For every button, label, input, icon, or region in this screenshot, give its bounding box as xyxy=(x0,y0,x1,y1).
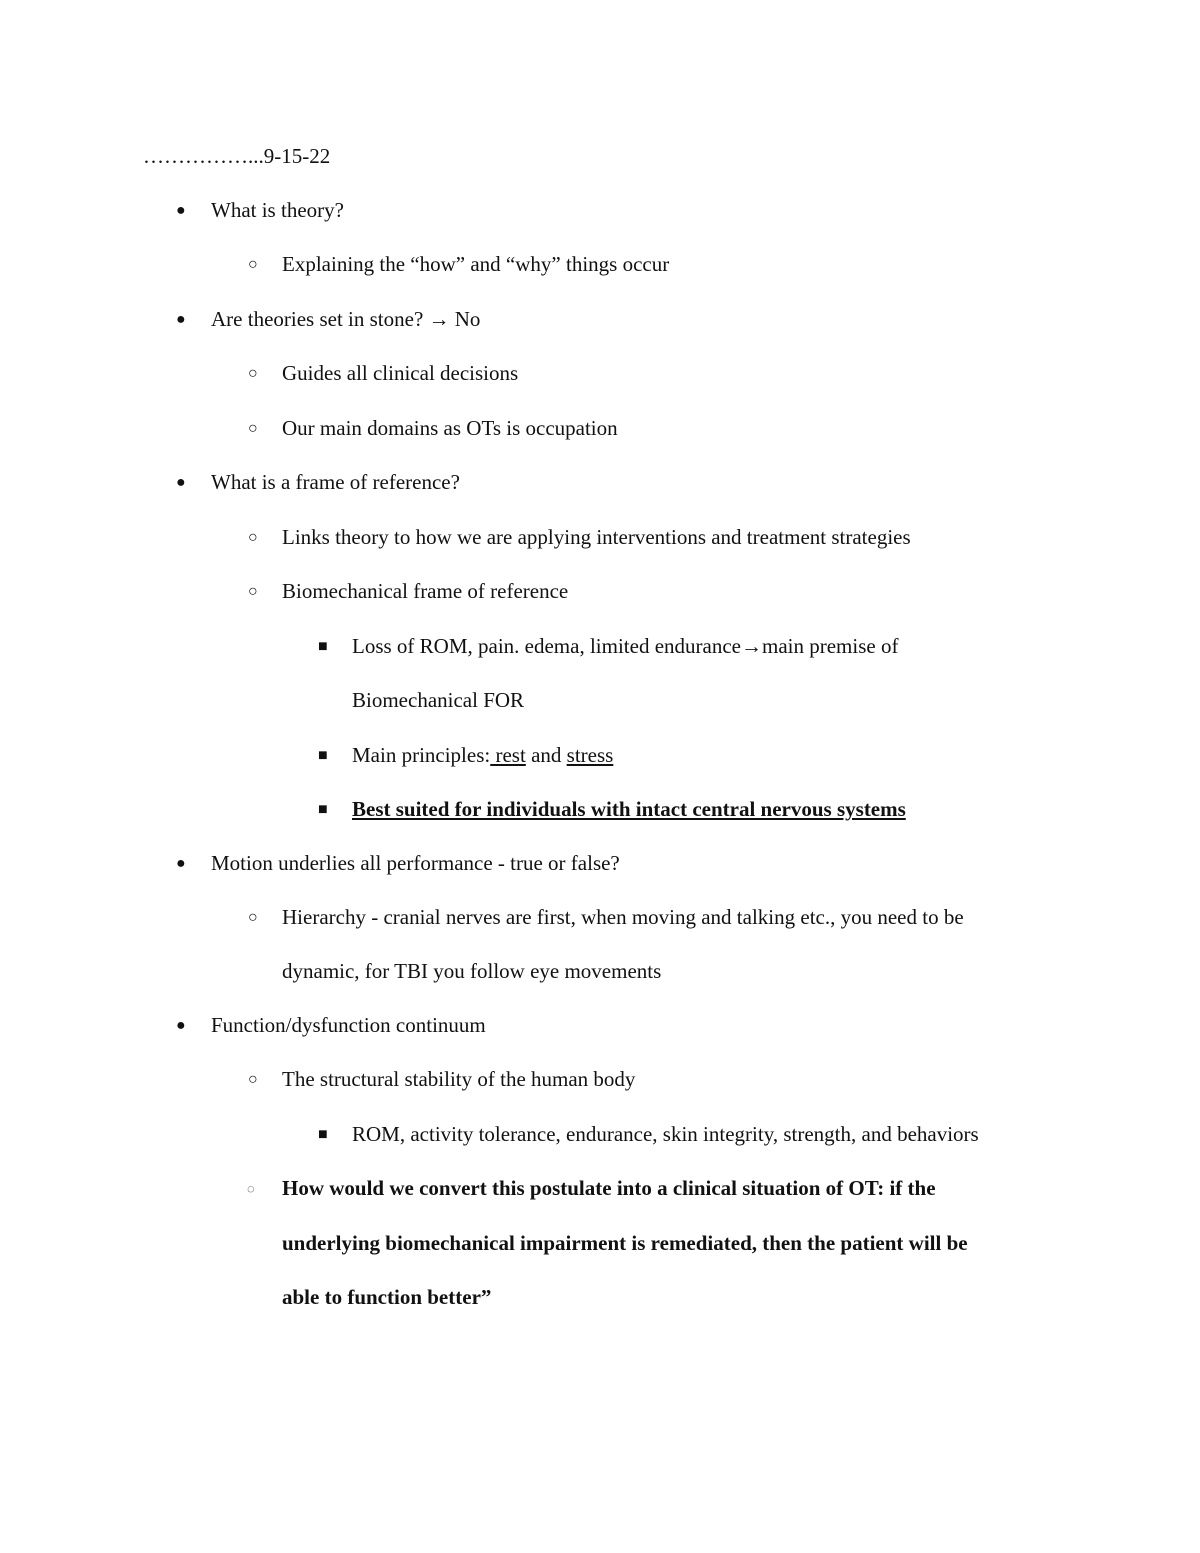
principles-rest: rest xyxy=(490,743,526,767)
list-item-principles xyxy=(352,741,613,769)
principles-prefix: Main principles: xyxy=(352,743,491,767)
circle-bullet-icon: ○ xyxy=(248,365,258,382)
list-item-rom: ROM, activity tolerance, endurance, skin integrity, strength, and behaviors xyxy=(352,1122,979,1146)
disc-bullet-icon: ● xyxy=(176,474,186,491)
square-bullet-icon: ■ xyxy=(318,1126,328,1143)
circle-bullet-icon: ○ xyxy=(248,583,258,600)
list-item-hierarchy-line2: dynamic, for TBI you follow eye movements xyxy=(282,959,662,983)
circle-small-bullet-icon: ◌ xyxy=(247,1181,255,1196)
principles-and: and xyxy=(525,743,567,767)
circle-bullet-icon: ○ xyxy=(248,256,258,273)
disc-bullet-icon: ● xyxy=(176,1017,186,1034)
list-item-function: Function/dysfunction continuum xyxy=(211,1013,486,1037)
list-item-hierarchy-line1: Hierarchy - cranial nerves are first, when moving and talking etc., you need to be xyxy=(282,905,964,929)
square-bullet-icon: ■ xyxy=(318,638,328,655)
list-item-links: Links theory to how we are applying interventions and treatment strategies xyxy=(282,525,911,549)
list-item-convert-line2: underlying biomechanical impairment is remediated, then the patient will be xyxy=(282,1231,968,1255)
list-item-guides: Guides all clinical decisions xyxy=(282,361,519,385)
date-line: ……………...9-15-22 xyxy=(143,144,331,168)
disc-bullet-icon: ● xyxy=(176,311,186,328)
circle-bullet-icon: ○ xyxy=(248,420,258,437)
list-item-frame-question: What is a frame of reference? xyxy=(211,470,460,494)
list-item-motion: Motion underlies all performance - true or false? xyxy=(211,851,620,875)
list-item-biomech: Biomechanical frame of reference xyxy=(282,579,569,603)
square-bullet-icon: ■ xyxy=(318,747,328,764)
list-item-convert-line3: able to function better” xyxy=(282,1285,492,1309)
circle-bullet-icon: ○ xyxy=(248,909,258,926)
square-bullet-icon: ■ xyxy=(318,801,328,818)
list-item-stone-question: Are theories set in stone? → No xyxy=(211,307,481,331)
list-item-structural: The structural stability of the human body xyxy=(282,1067,636,1091)
list-item-loss-line1: Loss of ROM, pain. edema, limited endurance→main premise of xyxy=(352,634,899,658)
list-item-best-suited: Best suited for individuals with intact central nervous systems xyxy=(352,797,906,821)
principles-stress: stress xyxy=(566,743,614,767)
list-item-theory-answer: Explaining the “how” and “why” things occur xyxy=(282,252,670,276)
list-item-loss-line2: Biomechanical FOR xyxy=(352,688,525,712)
disc-bullet-icon: ● xyxy=(176,202,186,219)
list-item-theory-question: What is theory? xyxy=(211,198,344,222)
disc-bullet-icon: ● xyxy=(176,855,186,872)
list-item-convert-line1: How would we convert this postulate into a clinical situation of OT: if the xyxy=(282,1176,936,1200)
list-item-domains: Our main domains as OTs is occupation xyxy=(282,416,618,440)
circle-bullet-icon: ○ xyxy=(248,529,258,546)
circle-bullet-icon: ○ xyxy=(248,1071,258,1088)
